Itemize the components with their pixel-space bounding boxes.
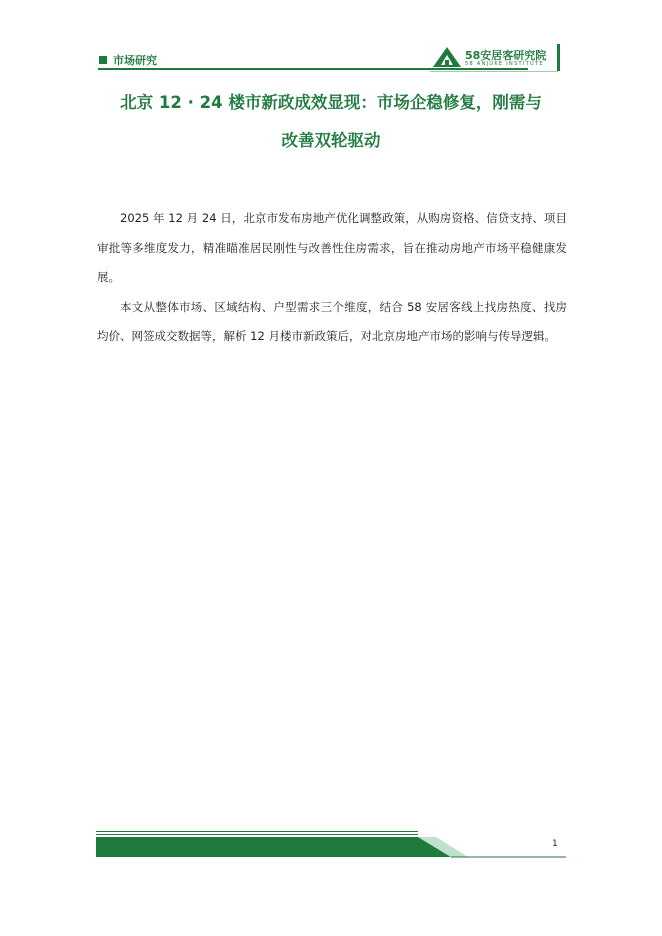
header-bar xyxy=(557,44,560,71)
section-tag xyxy=(99,52,157,68)
page-number: 1 xyxy=(552,839,558,849)
logo-name: 58安居客研究院 xyxy=(465,49,547,62)
page-header xyxy=(0,0,662,80)
body-text xyxy=(97,204,567,352)
section-label: 市场研究 xyxy=(113,54,157,67)
paragraph: 2025 年 12 月 24 日，北京市发布房地产优化调整政策，从购房资格、信贷支持、项目审批等多维度发力，精准瞄准居民刚性与改善性住房需求，旨在推动房地产市场平稳健康发展。 xyxy=(97,211,567,284)
section-square-icon xyxy=(99,56,107,64)
footer-band xyxy=(96,835,566,859)
institute-logo xyxy=(432,44,558,70)
document-title xyxy=(90,84,572,160)
logo-subtitle: 58 ANJUKE INSTITUTE xyxy=(465,61,544,67)
header-rule-thin xyxy=(430,71,558,72)
title-line-1: 北京 12 · 24 楼市新政成效显现：市场企稳修复，刚需与 xyxy=(120,93,542,112)
paragraph: 本文从整体市场、区域结构、户型需求三个维度，结合 58 安居客线上找房热度、找房均价、网签成交数据等，解析 12 月楼市新政策后，对北京房地产市场的影响与传导逻辑。 xyxy=(97,299,567,343)
footer-rule xyxy=(96,831,418,832)
title-line-2: 改善双轮驱动 xyxy=(281,131,381,150)
logo-mark-icon xyxy=(432,46,462,68)
